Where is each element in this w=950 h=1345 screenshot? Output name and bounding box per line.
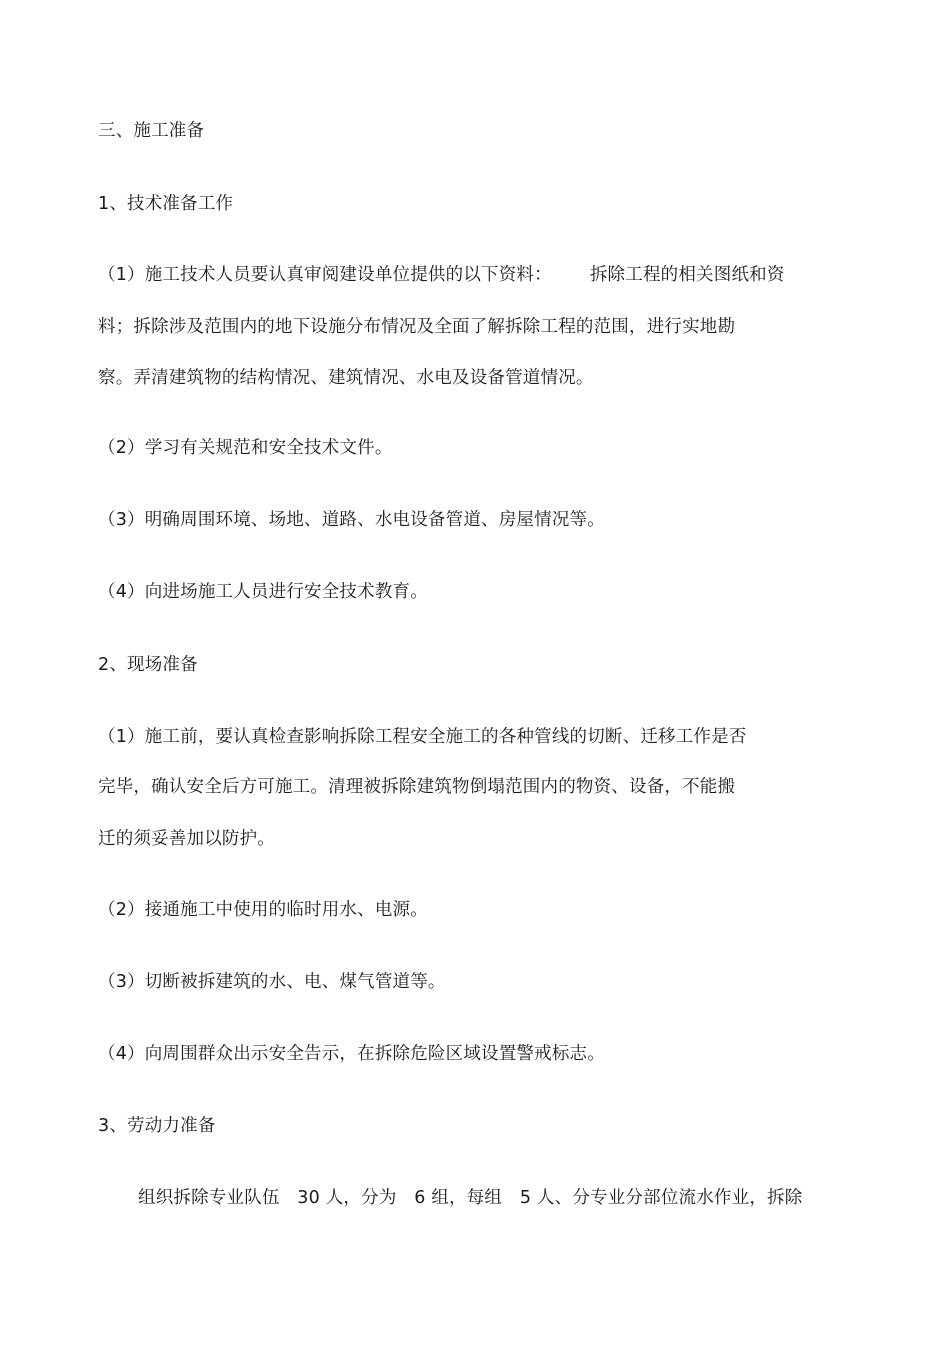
subsection-heading-site: 2、现场准备 [98,655,198,675]
site-item-3: （3）切断被拆建筑的水、电、煤气管道等。 [98,972,446,992]
subsection-heading-labor: 3、劳动力准备 [98,1116,216,1136]
tech-item-4: （4）向进场施工人员进行安全技术教育。 [98,582,428,602]
site-item-1-line-3: 迁的须妥善加以防护。 [98,829,275,849]
tech-item-1-line-1 [98,263,785,287]
tech-item-2: （2）学习有关规范和安全技术文件。 [98,438,393,458]
tech-item-1-line-3: 察。弄清建筑物的结构情况、建筑情况、水电及设备管道情况。 [98,368,594,388]
section-title: 三、施工准备 [98,121,205,141]
site-item-1-line-1: （1）施工前，要认真检查影响拆除工程安全施工的各种管线的切断、迁移工作是否 [98,727,747,747]
subsection-heading-technical: 1、技术准备工作 [98,194,234,214]
tech-item-3: （3）明确周围环境、场地、道路、水电设备管道、房屋情况等。 [98,510,605,530]
labor-paragraph-line-1: 组织拆除专业队伍 30 人，分为 6 组，每组 5 人、分专业分部位流水作业，拆除 [138,1188,803,1208]
tech-item-1-line-1-text: （1）施工技术人员要认真审阅建设单位提供的以下资料： [98,265,552,285]
tech-item-1-line-1-tail: 拆除工程的相关图纸和资 [589,265,785,285]
site-item-1-line-2: 完毕，确认安全后方可施工。清理被拆除建筑物倒塌范围内的物资、设备，不能搬 [98,777,736,797]
tech-item-1-line-2: 料；拆除涉及范围内的地下设施分布情况及全面了解拆除工程的范围，进行实地勘 [98,317,736,337]
site-item-4: （4）向周围群众出示安全告示，在拆除危险区域设置警戒标志。 [98,1044,605,1064]
site-item-2: （2）接通施工中使用的临时用水、电源。 [98,900,428,920]
